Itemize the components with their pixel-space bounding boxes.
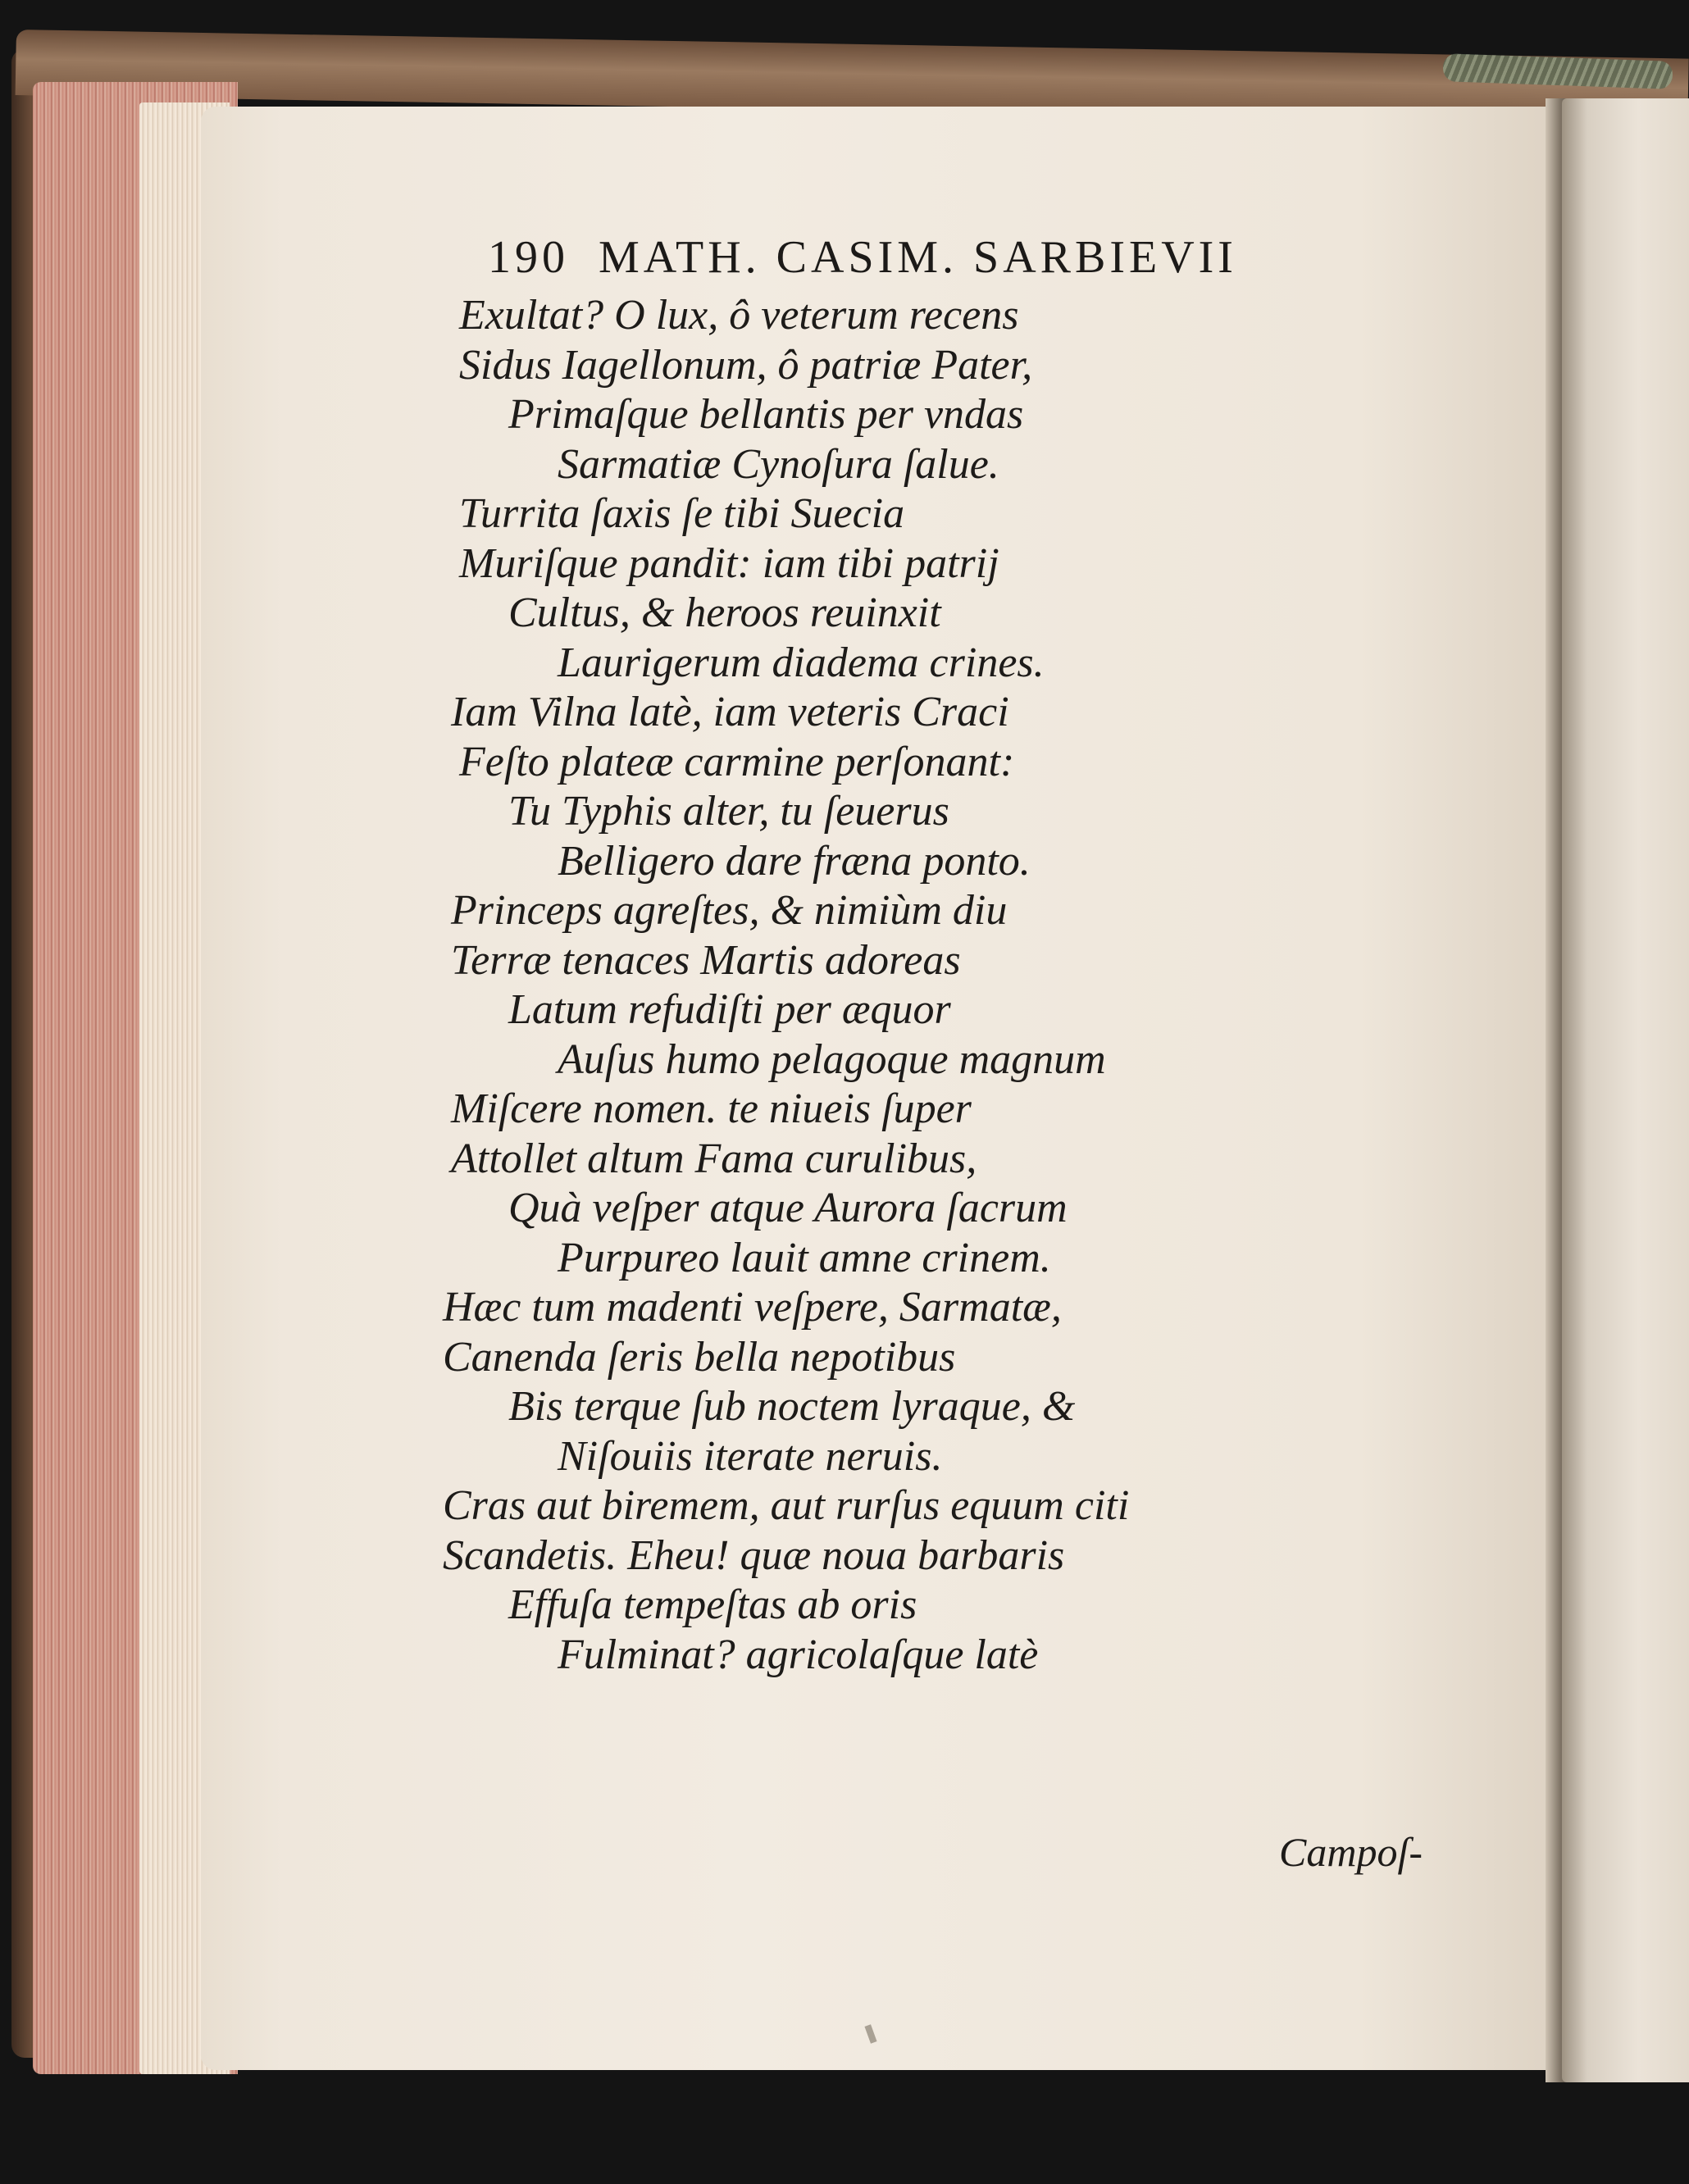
catchword: Campoſ-	[1279, 1829, 1423, 1875]
poem-line: Miſcere nomen. te niueis ſuper	[451, 1085, 972, 1132]
poem-line: Belligero dare fræna ponto.	[558, 837, 1031, 885]
poem-line: Purpureo lauit amne crinem.	[558, 1234, 1051, 1281]
poem-line: Muriſque pandit: iam tibi patrij	[459, 539, 999, 587]
poem-line: Quà veſper atque Aurora ſacrum	[508, 1185, 1068, 1231]
facing-page-edge	[1562, 98, 1689, 2082]
running-title: MATH. CASIM. SARBIEVII	[599, 232, 1237, 283]
poem-line: Exultat? O lux, ô veterum recens	[459, 292, 1019, 339]
poem-line: Primaſque bellantis per vndas	[508, 391, 1024, 438]
poem-line: Turrita ſaxis ſe tibi Suecia	[459, 490, 905, 537]
poem-line: Cras aut biremem, aut rurſus equum citi	[443, 1482, 1130, 1529]
poem-line: Effuſa tempeſtas ab oris	[508, 1581, 917, 1628]
poem-line: Fulminat? agricolaſque latè	[558, 1631, 1039, 1678]
page-number: 190	[488, 232, 569, 283]
poem-line: Iam Vilna latè, iam veteris Craci	[451, 689, 1009, 735]
poem-line: Laurigerum diadema crines.	[558, 639, 1045, 686]
poem-text	[443, 291, 1279, 1680]
running-head	[488, 231, 1406, 289]
poem-line: Attollet altum Fama curulibus,	[451, 1135, 977, 1182]
poem-line: Canenda ſeris bella nepotibus	[443, 1333, 956, 1381]
poem-line: Bis terque ſub noctem lyraque, &	[508, 1383, 1076, 1430]
poem-line: Auſus humo pelagoque magnum	[558, 1035, 1106, 1083]
poem-line: Hæc tum madenti veſpere, Sarmatæ,	[443, 1284, 1062, 1331]
poem-line: Feſto plateæ carmine perſonant:	[459, 738, 1015, 785]
poem-line: Cultus, & heroos reuinxit	[508, 589, 941, 636]
poem-line: Princeps agreſtes, & nimiùm diu	[451, 887, 1008, 934]
poem-line: Terræ tenaces Martis adoreas	[451, 936, 961, 984]
poem-line: Sidus Iagellonum, ô patriæ Pater,	[459, 341, 1033, 389]
poem-line: Latum refudiſti per æquor	[508, 986, 951, 1033]
poem-line: Scandetis. Eheu! quæ noua barbaris	[443, 1531, 1065, 1579]
poem-line: Niſouiis iterate neruis.	[558, 1432, 943, 1480]
poem-line: Sarmatiæ Cynoſura ſalue.	[558, 440, 999, 488]
poem-line: Tu Typhis alter, tu ſeuerus	[508, 788, 949, 835]
